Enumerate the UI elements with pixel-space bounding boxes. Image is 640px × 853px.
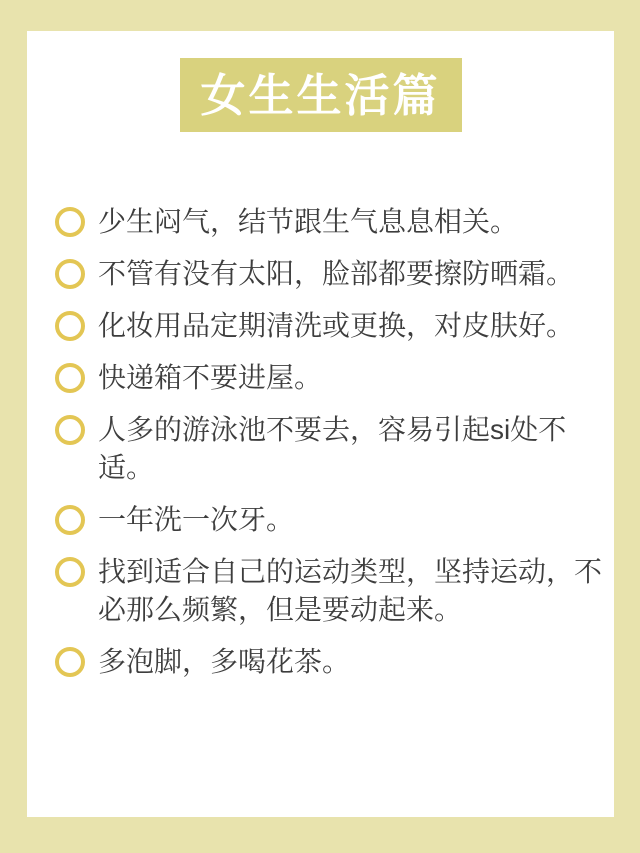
circle-bullet-icon [55,207,85,237]
tip-text: 化妆用品定期清洗或更换，对皮肤好。 [98,310,575,341]
tip-text: 快递箱不要进屋。 [98,362,323,393]
circle-bullet-icon [55,505,85,535]
tip-text: 不管有没有太阳，脸部都要擦防晒霜。 [98,258,575,289]
circle-bullet-icon [55,259,85,289]
content-card [27,31,614,817]
tip-text: 找到适合自己的运动类型，坚持运动，不必那么频繁，但是要动起来。 [98,556,603,625]
tip-item [55,643,614,681]
tip-item [55,255,614,293]
tip-text: 多泡脚，多喝花茶。 [98,646,351,677]
tip-text: 少生闷气，结节跟生气息息相关。 [98,206,519,237]
circle-bullet-icon [55,647,85,677]
circle-bullet-icon [55,363,85,393]
tip-item [55,553,614,629]
tip-item [55,359,614,397]
circle-bullet-icon [55,415,85,445]
page-title: 女生生活篇 [200,69,441,121]
tip-item [55,203,614,241]
tip-item [55,501,614,539]
circle-bullet-icon [55,557,85,587]
tip-item [55,307,614,345]
tips-list [27,203,614,681]
tip-text: 人多的游泳池不要去，容易引起si处不适。 [98,414,567,483]
tip-item [55,411,614,487]
tip-text: 一年洗一次牙。 [98,504,295,535]
circle-bullet-icon [55,311,85,341]
title-banner [180,58,462,132]
